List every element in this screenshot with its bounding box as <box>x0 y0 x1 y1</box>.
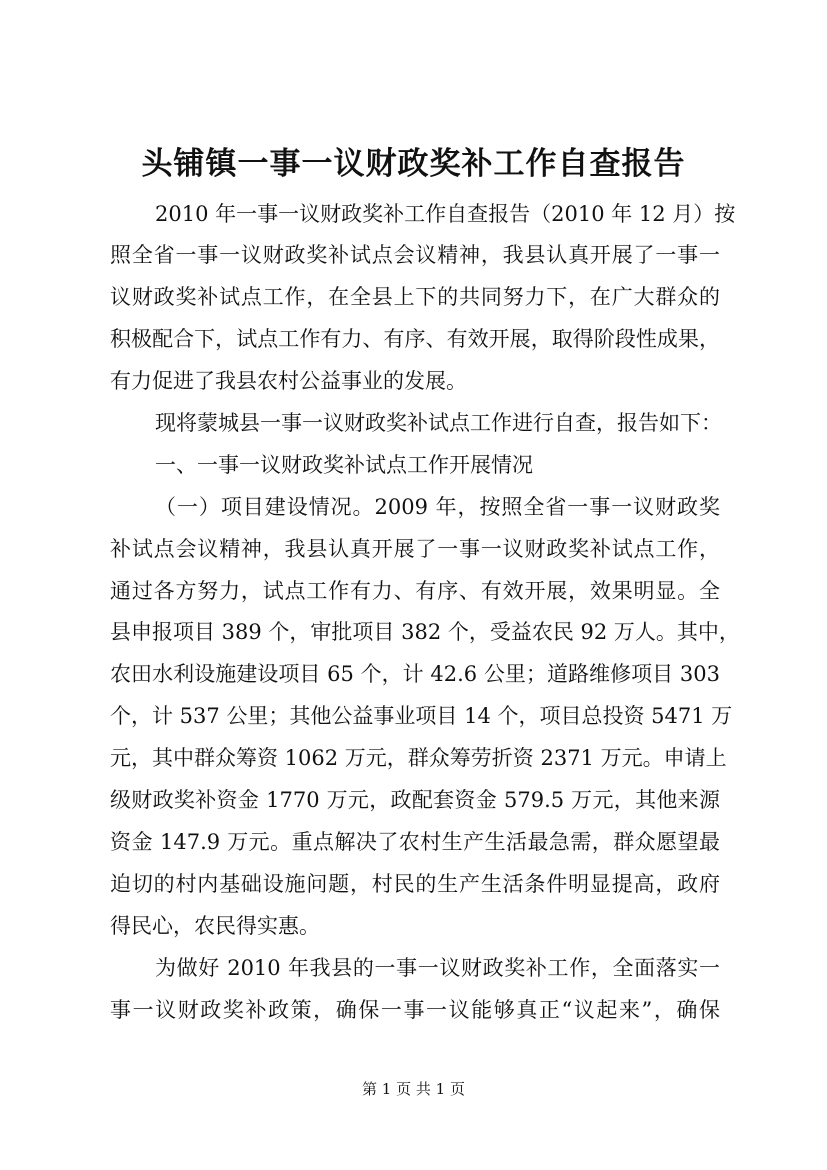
paragraph-line: 通过各方努力，试点工作有力、有序、有效开展，效果明显。全 <box>110 579 720 603</box>
paragraph-line: 积极配合下，试点工作有力、有序、有效开展，取得阶段性成果， <box>110 327 720 351</box>
paragraph-line: 2010 年一事一议财政奖补工作自查报告（2010 年 12 月）按 <box>155 202 736 226</box>
paragraph-line: 事一议财政奖补政策，确保一事一议能够真正“议起来”，确保 <box>110 998 720 1022</box>
section-heading: 一、一事一议财政奖补试点工作开展情况 <box>155 453 533 477</box>
paragraph-line: 得民心，农民得实惠。 <box>110 914 320 938</box>
paragraph-line: 照全省一事一议财政奖补试点会议精神，我县认真开展了一事一 <box>110 243 720 267</box>
paragraph-line: 县申报项目 389 个，审批项目 382 个，受益农民 92 万人。其中， <box>110 620 740 644</box>
paragraph-line: （一）项目建设情况。2009 年，按照全省一事一议财政奖 <box>155 495 720 519</box>
page-footer: 第 1 页 共 1 页 <box>362 1080 465 1098</box>
paragraph-line: 农田水利设施建设项目 65 个，计 42.6 公里；道路维修项目 303 <box>110 662 720 686</box>
paragraph-line: 资金 147.9 万元。重点解决了农村生产生活最急需，群众愿望最 <box>110 830 720 854</box>
paragraph-line: 为做好 2010 年我县的一事一议财政奖补工作，全面落实一 <box>155 956 720 980</box>
document-title: 头铺镇一事一议财政奖补工作自查报告 <box>141 146 686 182</box>
paragraph-line: 有力促进了我县农村公益事业的发展。 <box>110 369 467 393</box>
paragraph-line: 元，其中群众筹资 1062 万元，群众筹劳折资 2371 万元。申请上 <box>110 746 727 770</box>
paragraph-line: 现将蒙城县一事一议财政奖补试点工作进行自查，报告如下： <box>155 411 722 435</box>
paragraph-line: 个，计 537 公里；其他公益事业项目 14 个，项目总投资 5471 万 <box>110 704 733 728</box>
paragraph-line: 议财政奖补试点工作，在全县上下的共同努力下，在广大群众的 <box>110 285 720 309</box>
paragraph-line: 迫切的村内基础设施问题，村民的生产生活条件明显提高，政府 <box>110 872 720 896</box>
paragraph-line: 级财政奖补资金 1770 万元，政配套资金 579.5 万元，其他来源 <box>110 788 720 812</box>
paragraph-line: 补试点会议精神，我县认真开展了一事一议财政奖补试点工作， <box>110 537 720 561</box>
